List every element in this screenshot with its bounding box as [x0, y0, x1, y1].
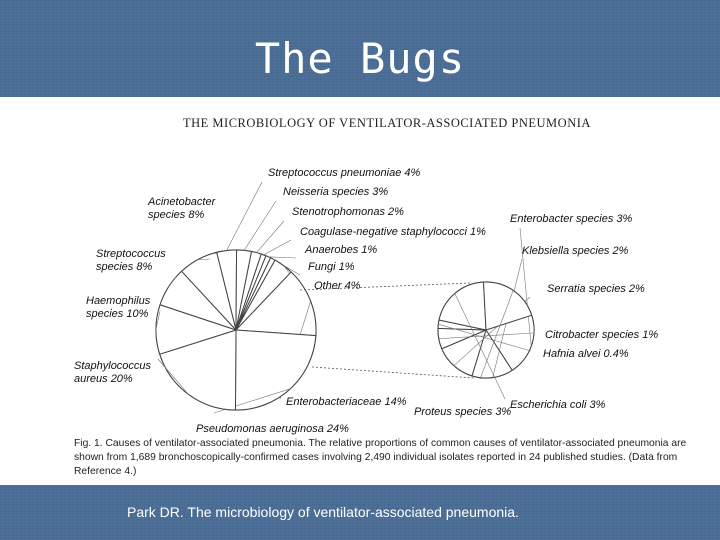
figure-header: THE MICROBIOLOGY OF VENTILATOR-ASSOCIATED PNEUMONIA	[183, 116, 591, 130]
leader-line	[268, 257, 296, 258]
slice-label-haemophilus-species: Haemophilus species 10%	[86, 295, 151, 320]
pie-chart-figure	[0, 97, 720, 437]
slice-label-staphylococcus-aureus: Staphylococcus aureus 20%	[74, 360, 152, 385]
slice-label-neisseria-species: Neisseria species 3%	[283, 186, 389, 198]
slice-label-anaerobes: Anaerobes 1%	[305, 244, 378, 256]
leader-line	[244, 201, 276, 250]
slide-title: The Bugs	[254, 34, 466, 83]
leader-line	[227, 182, 263, 251]
slice-label-other: Other 4%	[314, 280, 361, 292]
slice-label-enterobacter-species: Enterobacter species 3%	[510, 213, 633, 225]
figure-panel	[0, 97, 720, 485]
slice-label-coagulase-negative-staphylococci: Coagulase-negative staphylococci 1%	[300, 226, 486, 238]
slice-label-citrobacter-species: Citrobacter species 1%	[545, 329, 659, 341]
leader-line	[256, 221, 284, 253]
slice-label-hafnia-alvei: Hafnia alvei 0.4%	[543, 348, 629, 360]
citation: Park DR. The microbiology of ventilator-associated pneumonia.	[127, 504, 519, 520]
slice-label-klebsiella-species: Klebsiella species 2%	[522, 245, 629, 257]
leader-line	[264, 240, 291, 255]
slice-label-escherichia-coli: Escherichia coli 3%	[510, 399, 606, 411]
slice-label-fungi: Fungi 1%	[308, 261, 355, 273]
slice-label-pseudomonas-aeruginosa: Pseudomonas aeruginosa 24%	[196, 423, 349, 435]
slice-label-streptococcus-pneumoniae: Streptococcus pneumoniae 4%	[268, 167, 421, 179]
slice-label-streptococcus-species: Streptococcus species 8%	[96, 248, 166, 273]
slice-label-proteus-species: Proteus species 3%	[414, 406, 512, 418]
slice-label-enterobacteriaceae: Enterobacteriaceae 14%	[286, 396, 407, 408]
slice-label-acinetobacter-species: Acinetobacter species 8%	[148, 196, 216, 221]
slice-label-serratia-species: Serratia species 2%	[547, 283, 645, 295]
slice-label-stenotrophomonas: Stenotrophomonas 2%	[292, 206, 404, 218]
connector-line-bottom	[312, 367, 474, 378]
figure-caption: Fig. 1. Causes of ventilator-associated pneumonia. The relative proportions of common causes of ventilator-associated pneumonia are shown from 1,689 bronchoscopically-confirmed cases involving 2,490 individual isolates reported in 24 published studies. (Data from Reference 4.)	[74, 438, 687, 477]
